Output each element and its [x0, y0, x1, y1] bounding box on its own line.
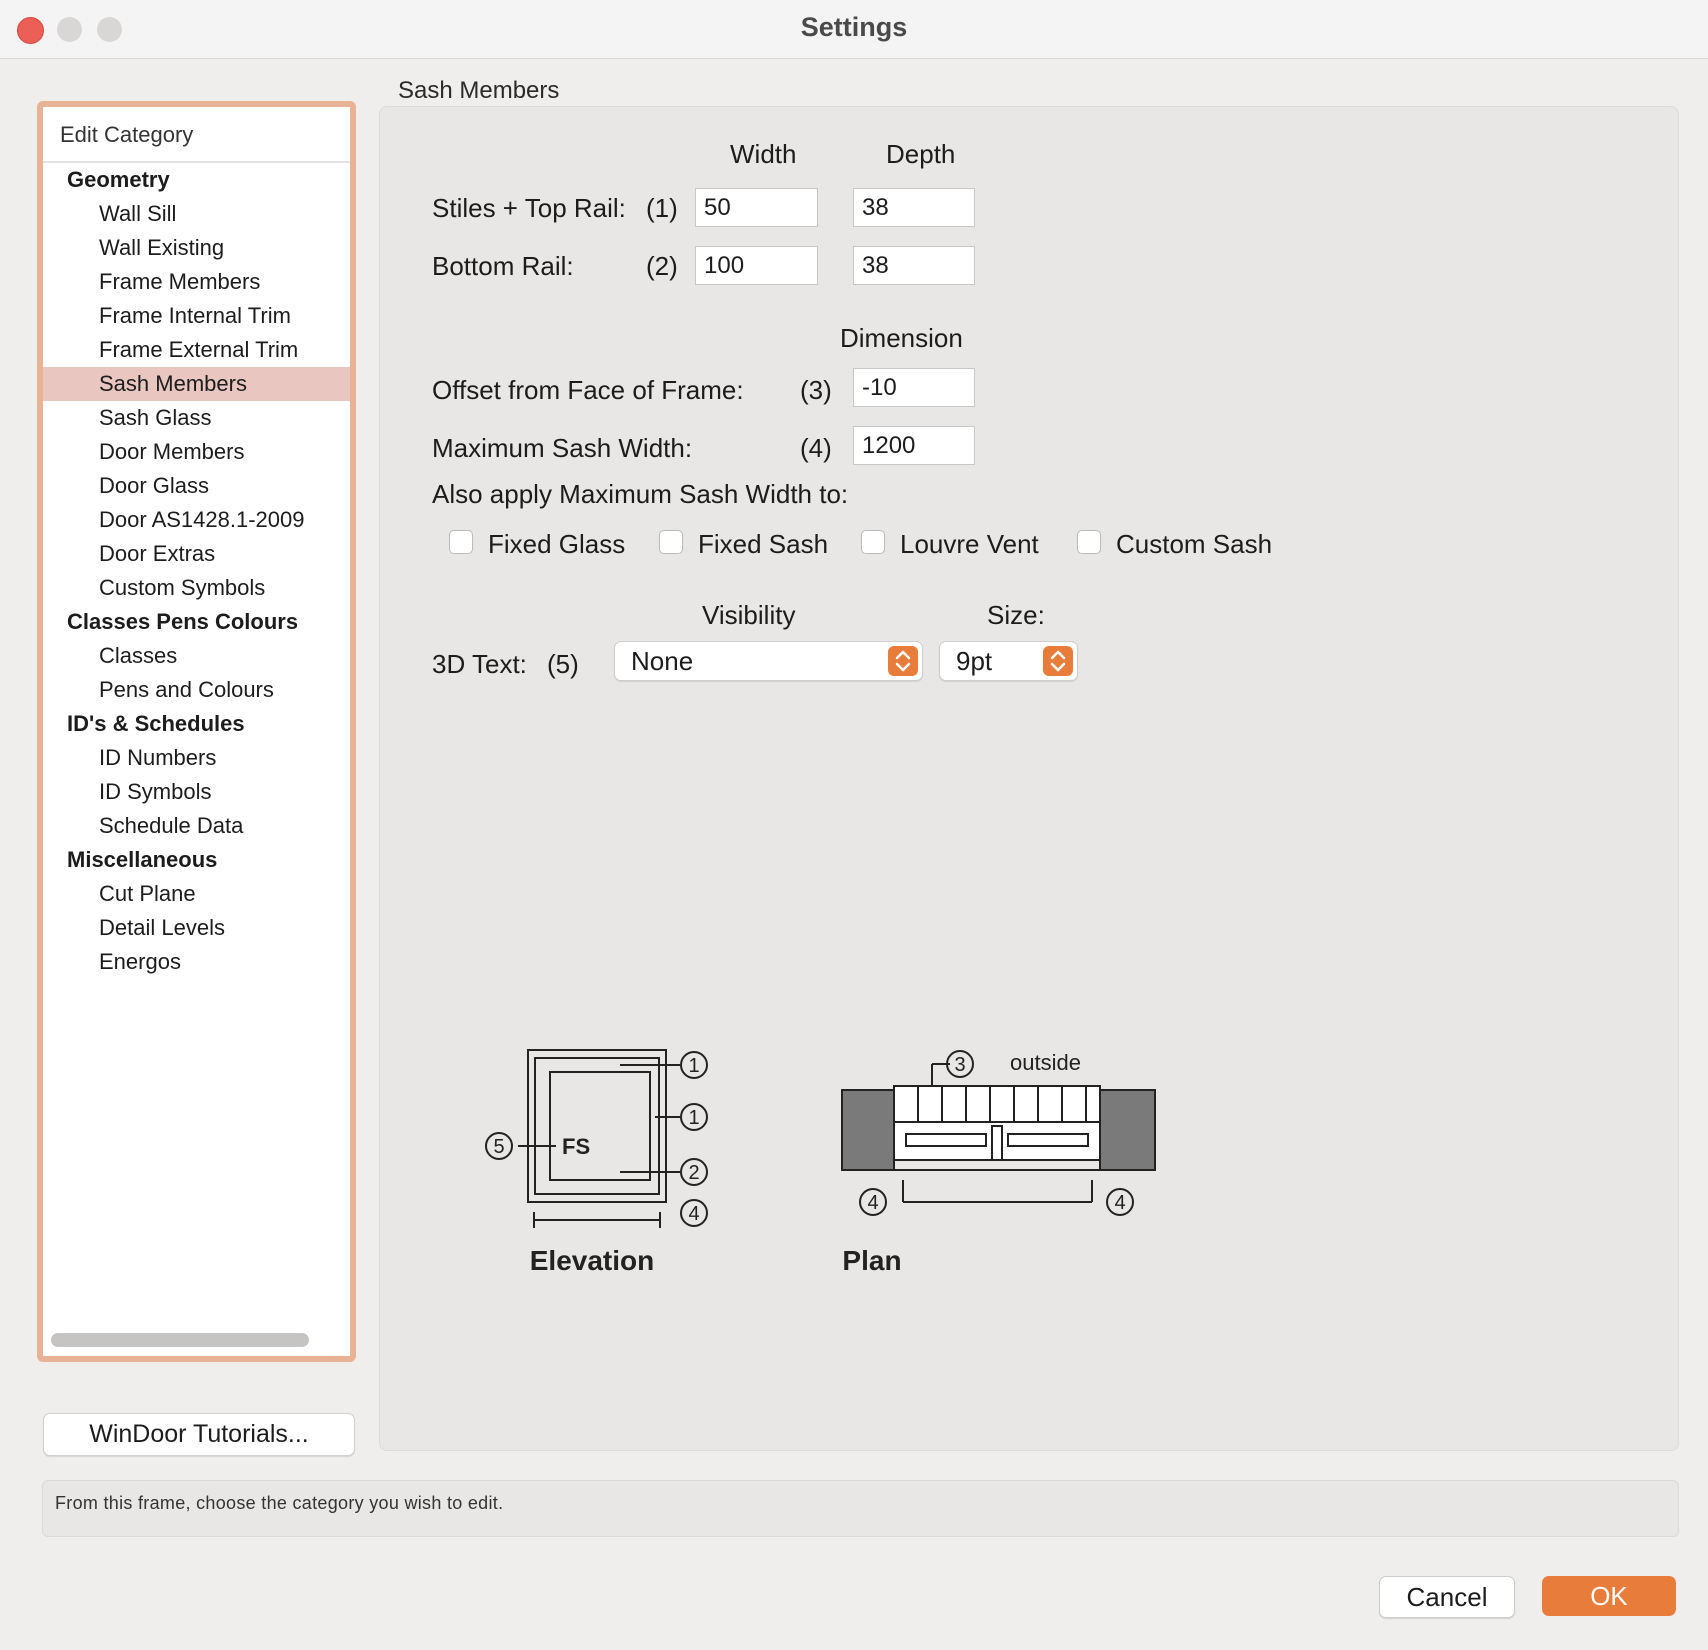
- elevation-ref-2-label: 2: [688, 1162, 700, 1184]
- up-down-chevron-icon: [888, 646, 918, 676]
- 3d-text-ref-label: (5): [547, 649, 579, 679]
- elevation-ref-5-label: 5: [493, 1136, 505, 1158]
- dimension-column-header: Dimension: [840, 323, 963, 353]
- category-item[interactable]: Wall Sill: [99, 201, 177, 226]
- size-column-header: Size:: [987, 600, 1045, 630]
- width-column-header: Width: [730, 139, 797, 169]
- category-item[interactable]: Door AS1428.1-2009: [99, 507, 305, 532]
- category-item[interactable]: Schedule Data: [99, 813, 244, 838]
- category-item[interactable]: ID Symbols: [99, 779, 212, 804]
- category-item[interactable]: Door Extras: [99, 541, 216, 566]
- louvre-vent-label[interactable]: Louvre Vent: [900, 529, 1039, 559]
- visibility-value: None: [631, 646, 694, 676]
- stiles-ref-label: (1): [646, 193, 678, 223]
- elevation-ref-1-label: 1: [688, 1055, 700, 1077]
- up-down-chevron-icon: [1043, 646, 1073, 676]
- category-header-label: Edit Category: [60, 122, 194, 147]
- category-item[interactable]: Sash Glass: [99, 405, 212, 430]
- offset-face-of-frame-label: Offset from Face of Frame:: [432, 375, 744, 405]
- max-sash-width-label: Maximum Sash Width:: [432, 433, 693, 463]
- visibility-column-header: Visibility: [702, 600, 796, 630]
- category-item[interactable]: Custom Symbols: [99, 575, 266, 600]
- category-list[interactable]: [37, 101, 356, 1362]
- window-title: Settings: [800, 12, 908, 42]
- category-item[interactable]: Cut Plane: [99, 881, 196, 906]
- category-item[interactable]: Sash Members: [43, 367, 350, 401]
- fixed-glass-label[interactable]: Fixed Glass: [488, 529, 626, 559]
- elevation-label: Elevation: [529, 1245, 655, 1276]
- category-group-header[interactable]: Geometry: [67, 167, 170, 192]
- category-item[interactable]: Door Glass: [99, 473, 210, 498]
- status-bar: [42, 1480, 1679, 1537]
- visibility-popup[interactable]: [614, 641, 923, 681]
- category-group-header[interactable]: Classes Pens Colours: [67, 609, 299, 634]
- plan-ref-3-label: 3: [954, 1054, 966, 1076]
- bottom-rail-ref-label: (2): [646, 251, 678, 281]
- category-item[interactable]: ID Numbers: [99, 745, 217, 770]
- windoor-tutorials-button[interactable]: WinDoor Tutorials...: [43, 1413, 355, 1456]
- stiles-top-rail-label: Stiles + Top Rail:: [432, 193, 626, 223]
- category-item[interactable]: Energos: [99, 949, 181, 974]
- louvre-vent-checkbox[interactable]: [861, 530, 885, 554]
- horizontal-scrollbar[interactable]: [51, 1333, 309, 1347]
- category-item[interactable]: Wall Existing: [99, 235, 225, 260]
- status-text: From this frame, choose the category you wish to edit.: [55, 1493, 504, 1513]
- category-item[interactable]: Door Members: [99, 439, 245, 464]
- custom-sash-checkbox[interactable]: [1077, 530, 1101, 554]
- plan-ref-4-left-label: 4: [867, 1192, 879, 1214]
- category-item[interactable]: Detail Levels: [99, 915, 225, 940]
- plan-ref-4-right-label: 4: [1114, 1192, 1126, 1214]
- sash-diagram: [470, 1030, 1190, 1290]
- offset-input[interactable]: -10: [853, 368, 975, 407]
- plan-label: Plan: [842, 1245, 902, 1276]
- category-item[interactable]: Frame External Trim: [99, 337, 299, 362]
- ok-button[interactable]: OK: [1542, 1576, 1676, 1616]
- bottom-rail-width-input[interactable]: 100: [695, 246, 818, 285]
- cancel-button[interactable]: Cancel: [1379, 1576, 1515, 1618]
- elevation-ref-1b-label: 1: [688, 1107, 700, 1129]
- custom-sash-label[interactable]: Custom Sash: [1116, 529, 1273, 559]
- also-apply-label: Also apply Maximum Sash Width to:: [432, 479, 849, 509]
- category-list-header: [43, 107, 350, 163]
- fixed-sash-checkbox[interactable]: [659, 530, 683, 554]
- fs-label: FS: [562, 1134, 591, 1159]
- elevation-glass: [550, 1072, 650, 1180]
- category-item[interactable]: Frame Members: [99, 269, 261, 294]
- fixed-glass-checkbox[interactable]: [449, 530, 473, 554]
- bottom-rail-depth-input[interactable]: 38: [853, 246, 975, 285]
- depth-column-header: Depth: [886, 139, 956, 169]
- category-group-header[interactable]: Miscellaneous: [67, 847, 218, 872]
- max-sash-ref-label: (4): [800, 433, 832, 463]
- stiles-width-input[interactable]: 50: [695, 188, 818, 227]
- offset-ref-label: (3): [800, 375, 832, 405]
- section-title: Sash Members: [398, 77, 560, 104]
- 3d-text-label: 3D Text:: [432, 649, 527, 679]
- max-sash-width-input[interactable]: 1200: [853, 426, 975, 465]
- title-bar: [0, 0, 1708, 59]
- outside-label: outside: [1010, 1050, 1081, 1075]
- category-group-header[interactable]: ID's & Schedules: [67, 711, 245, 736]
- stiles-depth-input[interactable]: 38: [853, 188, 975, 227]
- size-popup[interactable]: [939, 641, 1078, 681]
- category-item[interactable]: Classes: [99, 643, 178, 668]
- size-value: 9pt: [956, 646, 993, 676]
- elevation-ref-4-label: 4: [688, 1203, 700, 1225]
- bottom-rail-label: Bottom Rail:: [432, 251, 574, 281]
- elevation-sash: [535, 1058, 659, 1194]
- category-item[interactable]: Frame Internal Trim: [99, 303, 291, 328]
- fixed-sash-label[interactable]: Fixed Sash: [698, 529, 829, 559]
- category-item[interactable]: Pens and Colours: [99, 677, 274, 702]
